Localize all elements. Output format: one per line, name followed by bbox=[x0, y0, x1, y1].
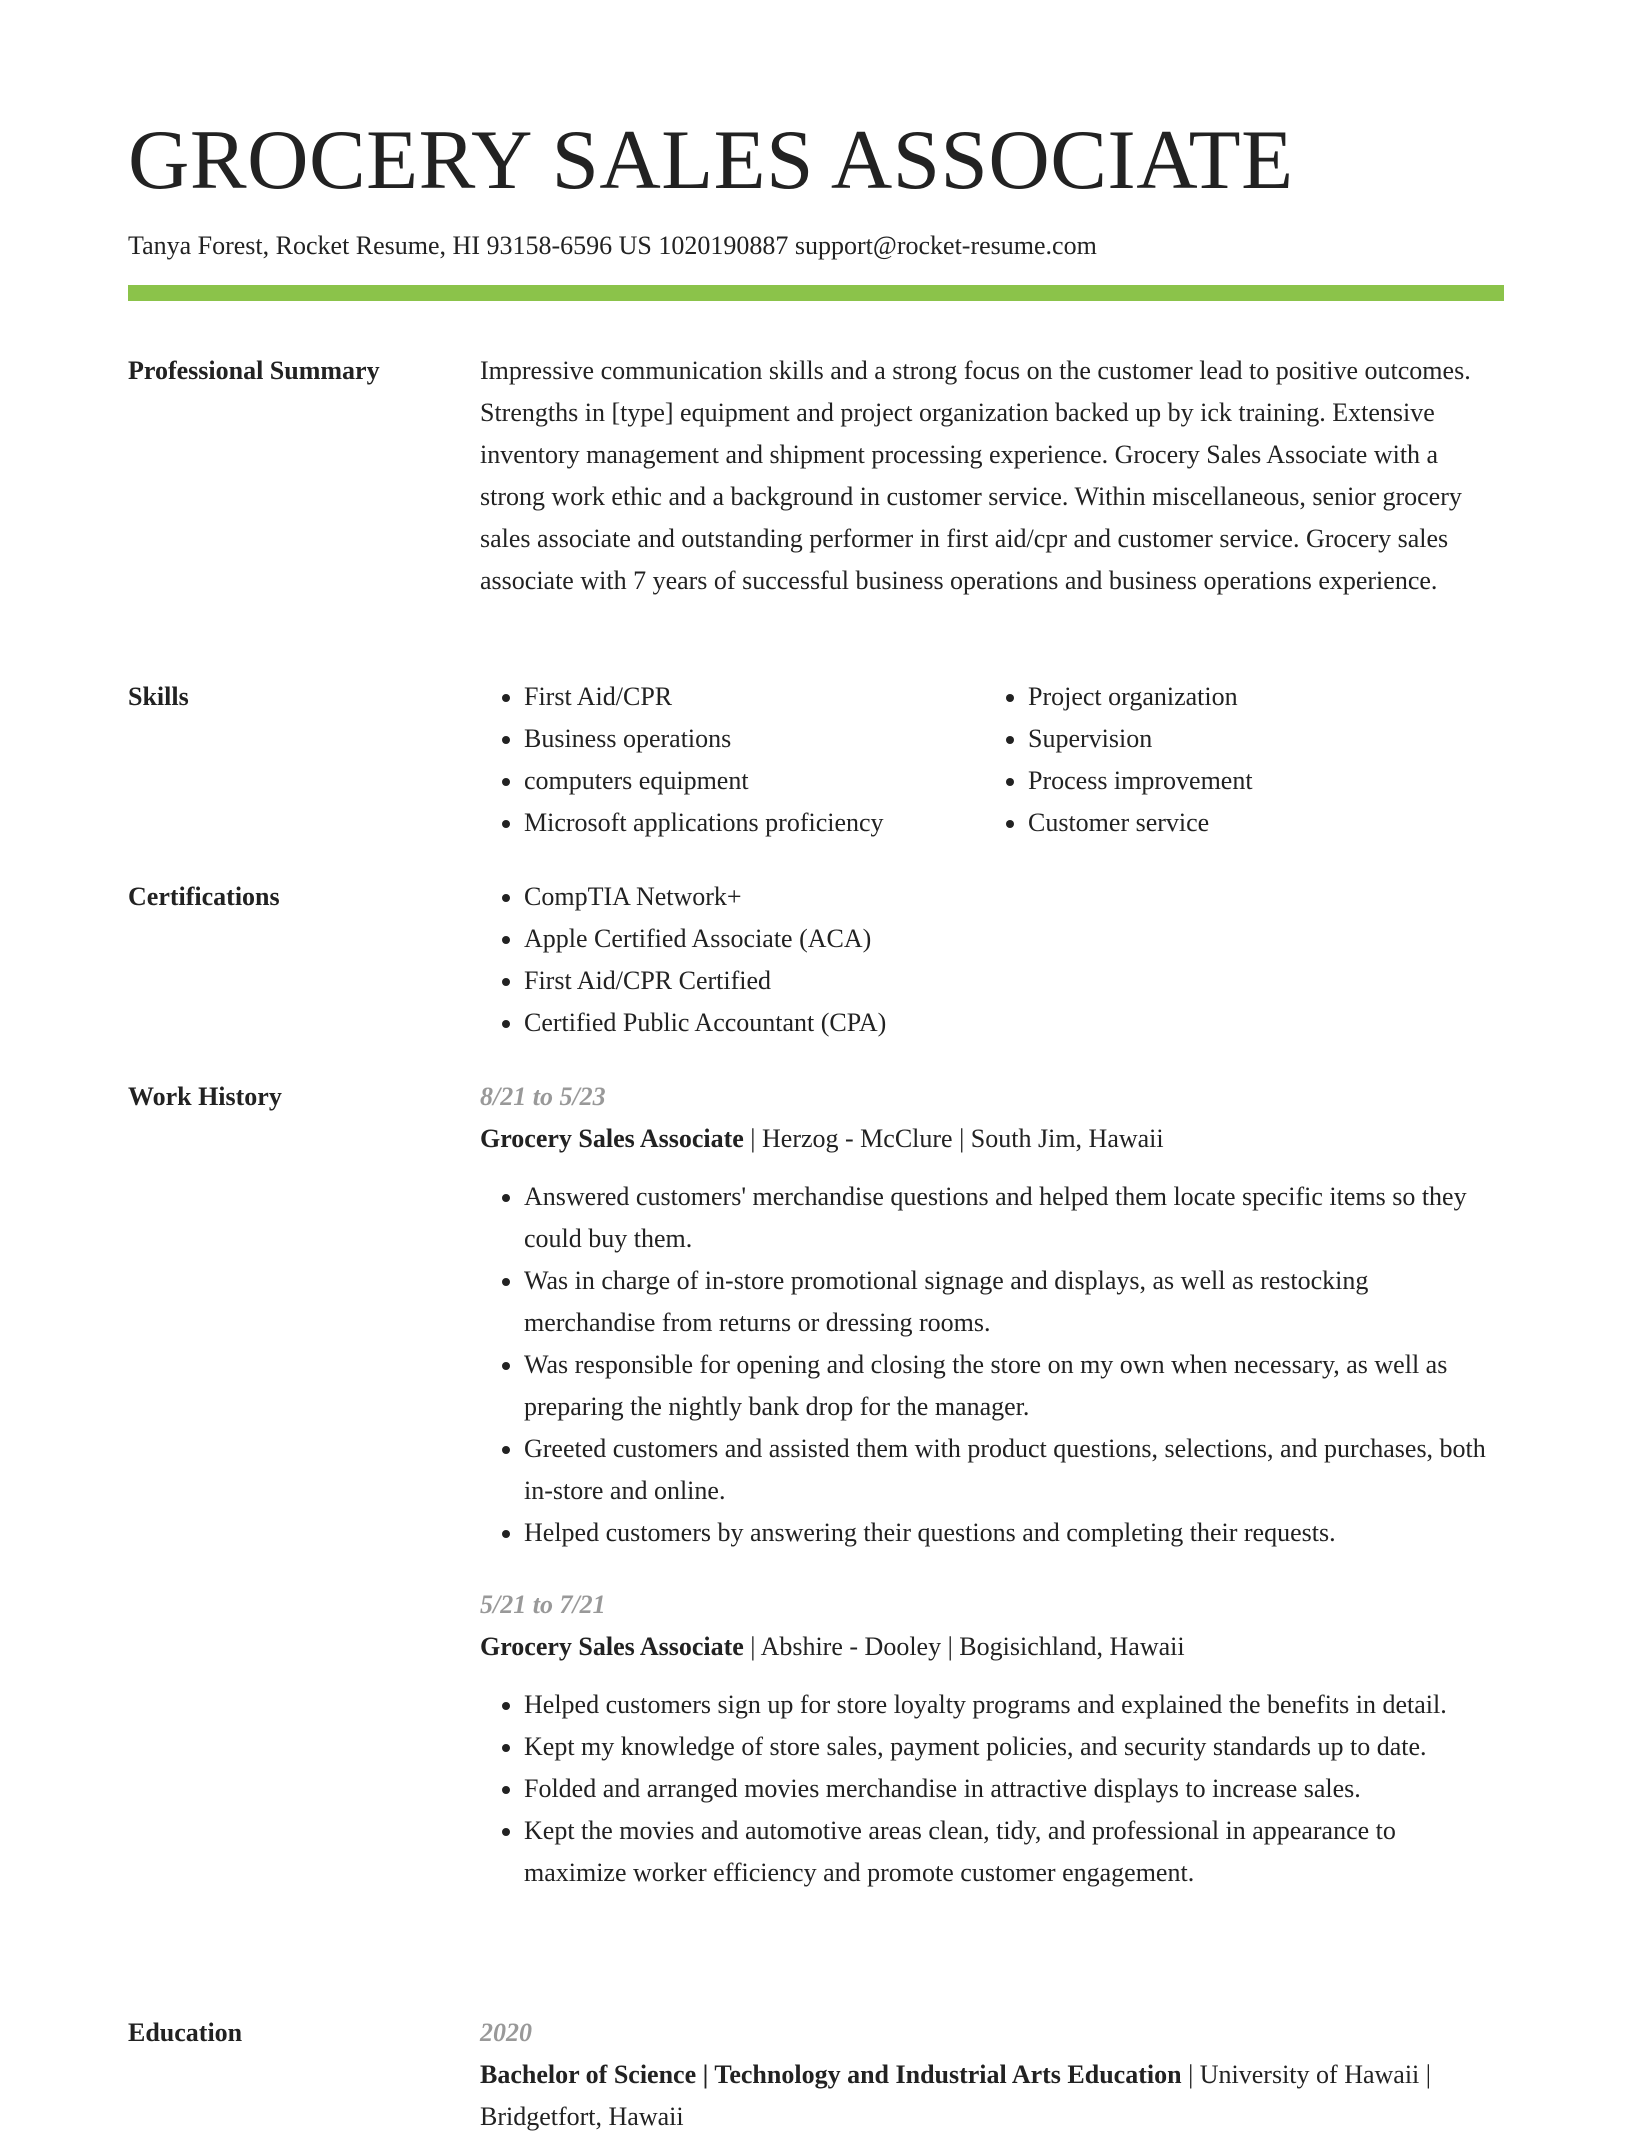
job-bullet: • Helped customers by answering their questions and completing their requests. bbox=[524, 1512, 1504, 1554]
skill-item: • Microsoft applications proficiency bbox=[524, 802, 984, 844]
skill-item: • Supervision bbox=[1028, 718, 1253, 760]
job-employer: | Abshire - Dooley | Bogisichland, Hawaii bbox=[743, 1632, 1185, 1661]
education-year: 2020 bbox=[480, 2018, 532, 2047]
skills-list-left bbox=[480, 676, 984, 844]
skills-label: Skills bbox=[128, 682, 189, 711]
work-history-body bbox=[480, 1076, 1504, 1894]
job-bullet: • Kept my knowledge of store sales, payment policies, and security standards up to date. bbox=[524, 1726, 1504, 1768]
job-employer: | Herzog - McClure | South Jim, Hawaii bbox=[743, 1124, 1164, 1153]
education-body bbox=[480, 2012, 1504, 2138]
work-history-label: Work History bbox=[128, 1082, 282, 1111]
job-title: Grocery Sales Associate bbox=[480, 1124, 744, 1153]
job-dates: 8/21 to 5/23 bbox=[480, 1082, 606, 1111]
skill-item: • Project organization bbox=[1028, 676, 1253, 718]
job-heading bbox=[480, 1626, 1504, 1668]
page-title: GROCERY SALES ASSOCIATE bbox=[128, 113, 1294, 207]
certification-item: • Apple Certified Associate (ACA) bbox=[524, 918, 1504, 960]
header-divider bbox=[128, 285, 1504, 301]
certification-item: • Certified Public Accountant (CPA) bbox=[524, 1002, 1504, 1044]
contact-line: Tanya Forest, Rocket Resume, HI 93158-6596 US 1020190887 support@rocket-resume.com bbox=[128, 231, 1097, 260]
job-heading bbox=[480, 1118, 1504, 1160]
job-spacer bbox=[480, 1554, 1504, 1584]
education-school: | University of Hawaii | Bridgetfort, Hawaii bbox=[480, 2060, 1431, 2131]
job-bullet: • Was responsible for opening and closing the store on my own when necessary, as well as preparing the nightly bank drop for the manager. bbox=[524, 1344, 1504, 1428]
job-entry bbox=[480, 1584, 1504, 1894]
job-bullet: • Was in charge of in-store promotional signage and displays, as well as restocking merchandise from returns or dressing rooms. bbox=[524, 1260, 1504, 1344]
job-bullet: • Greeted customers and assisted them with product questions, selections, and purchases, both in-store and online. bbox=[524, 1428, 1504, 1512]
certifications-body bbox=[480, 876, 1504, 1044]
education-degree: Bachelor of Science | Technology and Industrial Arts Education bbox=[480, 2060, 1182, 2089]
job-dates: 5/21 to 7/21 bbox=[480, 1590, 606, 1619]
education-heading bbox=[480, 2054, 1504, 2138]
summary-label: Professional Summary bbox=[128, 356, 380, 385]
job-bullet: • Folded and arranged movies merchandise in attractive displays to increase sales. bbox=[524, 1768, 1504, 1810]
skill-item: • First Aid/CPR bbox=[524, 676, 984, 718]
job-entry bbox=[480, 1076, 1504, 1554]
skills-body bbox=[480, 676, 1504, 844]
job-title: Grocery Sales Associate bbox=[480, 1632, 744, 1661]
summary-text: Impressive communication skills and a strong focus on the customer lead to positive outcomes. Strengths in [type] equipment and project organization backed up by ick training. Extensive inventory management and shipment processing experience. Grocery Sales Associate with a strong work ethic and a background in customer service. Within miscellaneous, senior grocery sales associate and outstanding performer in first aid/cpr and customer service. Grocery sales associate with 7 years of successful business operations and business operations experience. bbox=[480, 356, 1471, 595]
skill-item: • computers equipment bbox=[524, 760, 984, 802]
job-bullet: • Answered customers' merchandise questions and helped them locate specific items so they could buy them. bbox=[524, 1176, 1504, 1260]
job-bullets bbox=[480, 1684, 1504, 1894]
skills-columns bbox=[480, 676, 1504, 844]
certifications-label: Certifications bbox=[128, 882, 280, 911]
certification-item: • CompTIA Network+ bbox=[524, 876, 1504, 918]
skills-list-right bbox=[984, 676, 1253, 844]
certifications-list bbox=[480, 876, 1504, 1044]
certification-item: • First Aid/CPR Certified bbox=[524, 960, 1504, 1002]
job-bullets bbox=[480, 1176, 1504, 1554]
skill-item: • Customer service bbox=[1028, 802, 1253, 844]
education-label: Education bbox=[128, 2018, 243, 2047]
job-bullet: • Kept the movies and automotive areas clean, tidy, and professional in appearance to maximize worker efficiency and promote customer engagement. bbox=[524, 1810, 1504, 1894]
summary-body bbox=[480, 350, 1504, 602]
skill-item: • Business operations bbox=[524, 718, 984, 760]
job-bullet: • Helped customers sign up for store loyalty programs and explained the benefits in detail. bbox=[524, 1684, 1504, 1726]
skill-item: • Process improvement bbox=[1028, 760, 1253, 802]
